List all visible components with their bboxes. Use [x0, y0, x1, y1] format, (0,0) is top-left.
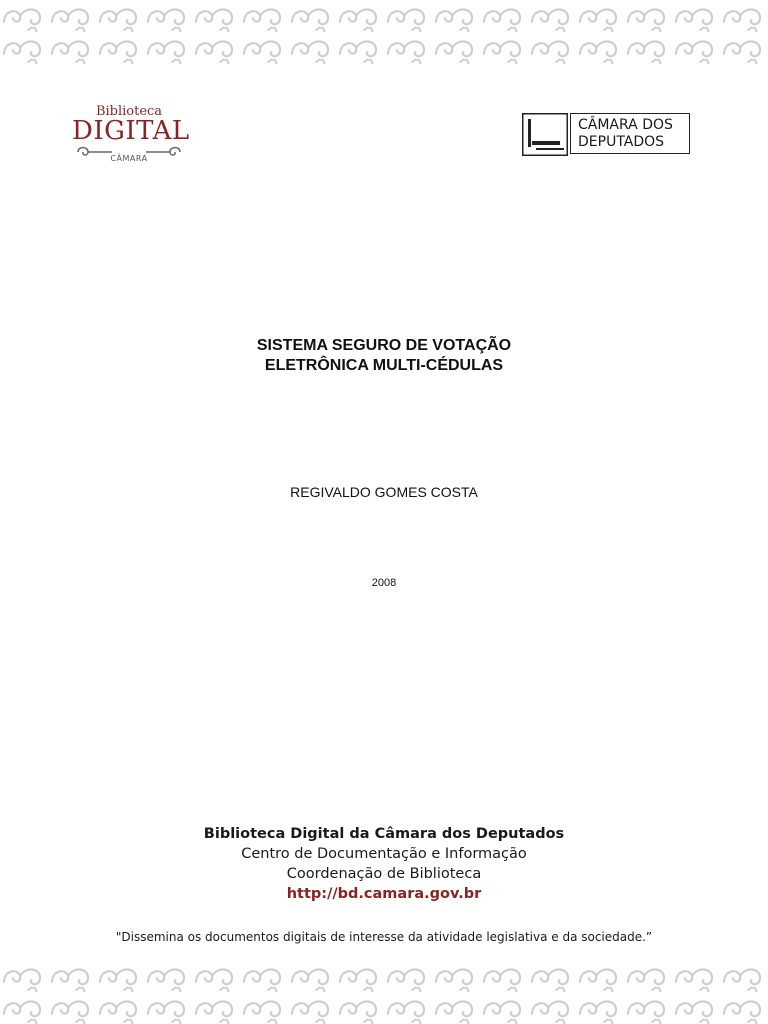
publication-year: 2008 — [371, 577, 397, 589]
author-name: REGIVALDO GOMES COSTA — [290, 484, 478, 500]
footer-url-link[interactable]: http://bd.camara.gov.br — [286, 886, 482, 902]
footer-quote: "Dissemina os documentos digitais de interesse da atividade legislativa e da sociedade.” — [115, 930, 653, 944]
logo-camara-word: CÂMARA — [110, 154, 148, 163]
document-title — [0, 336, 768, 376]
top-ornament-band — [0, 0, 768, 64]
bottom-ornament-band — [0, 960, 768, 1024]
title-line-2: ELETRÔNICA MULTI-CÉDULAS — [264, 357, 504, 374]
logo-digital-word: DIGITAL — [72, 116, 190, 146]
camara-dos-deputados-logo — [522, 113, 692, 156]
footer-block — [0, 824, 768, 904]
camara-logo-text — [570, 113, 690, 154]
camara-logo-line2: DEPUTADOS — [578, 134, 665, 150]
biblioteca-digital-logo — [72, 104, 190, 166]
logo-biblioteca-word: Biblioteca — [95, 104, 163, 119]
footer-coordination: Coordenação de Biblioteca — [286, 866, 482, 882]
camara-logo-line1: CÂMARA DOS — [578, 117, 673, 133]
congress-building-icon — [522, 113, 568, 156]
footer-library-name: Biblioteca Digital da Câmara dos Deputados — [203, 826, 565, 842]
title-line-1: SISTEMA SEGURO DE VOTAÇÃO — [256, 337, 512, 354]
footer-department: Centro de Documentação e Informação — [241, 846, 527, 862]
